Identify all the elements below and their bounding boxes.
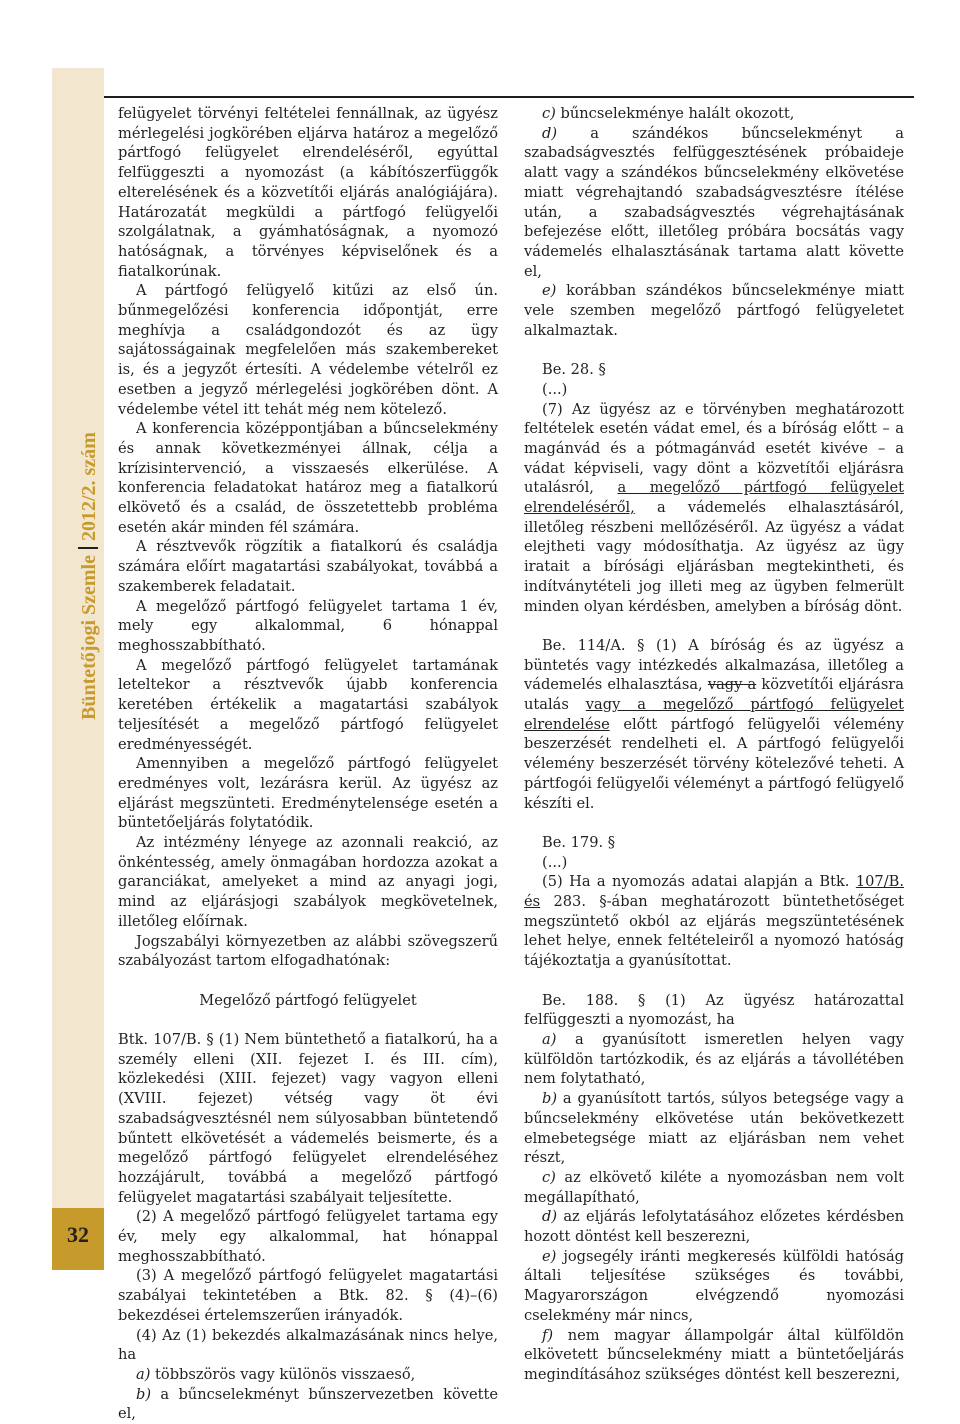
paragraph xyxy=(524,872,904,971)
item-label: d) xyxy=(542,1208,558,1226)
paragraph: (2) A megelőző pártfogó felügyelet tartama egy év, mely egy alkalommal, hat hónappal meghosszabbítható. xyxy=(118,1208,498,1265)
page-number-box xyxy=(52,1208,104,1270)
item-text: a gyanúsított ismeretlen helyen vagy külföldön tartózkodik, és az eljárás a távollétében nem folytatható, xyxy=(524,1030,904,1088)
text-run: (5) Ha a nyomozás adatai alapján a Btk. xyxy=(542,873,856,891)
paragraph: Az intézmény lényege az azonnali reakció, az önkéntesség, amely önmagában hordozza azokat a garanciákat, amelyeket a mind az anyagi jogi, mind az eljárásjogi szabályok megkövetelnek, illetőleg előírnak. xyxy=(118,834,498,930)
item-text: bűncselekménye halált okozott, xyxy=(555,105,795,122)
paragraph: Jogszabályi környezetben az alábbi szövegszerű szabályozást tartom elfogadhatónak: xyxy=(118,932,498,970)
list-item xyxy=(524,1247,904,1326)
list-item xyxy=(524,1030,904,1089)
paragraph: (3) A megelőző pártfogó felügyelet magatartási szabályai tekintetében a Btk. 82. § (4)–(6) bekezdései értelemszerűen irányadók. xyxy=(118,1267,498,1324)
paragraph: A konferencia középpontjában a bűncselekmény és annak következményei állnak, célja a krízisintervenció, a visszaesés elkerülése. A konferencia feladatokat határoz meg a fiatalkorú elkövető és a család, de összetettebb probléma esetén akár minden fél számára. xyxy=(118,420,498,536)
text-run: a vádemelés elhalasztásáról, illetőleg részbeni mellőzéséről. Az ügyész a vádat elejtheti vagy módosíthatja. Az ügyész az ügy iratait a bírósági eljárásban megtekintheti, és indítványtételi jog illeti meg az ügyben felmerült minden olyan kérdésben, amelyben a bíróság dönt. xyxy=(524,499,904,615)
list-item xyxy=(524,281,904,340)
item-text: jogsegély iránti megkeresés külföldi hatóság általi teljesítése szükséges és további, Magyarországon elvégzendő nyomozási cselekmény már nincs, xyxy=(524,1247,904,1324)
paragraph: felügyelet törvényi feltételei fennállnak, az ügyész mérlegelési jogkörében eljárva határoz a megelőző pártfogó felügyelet elrendeléséről, egyúttal felfüggeszti a nyomozást (a kábítószerfüggők elterelésének és a közvetítői eljárás analógiájára). Határozatát megküldi a pártfogó felügyelői szolgálatnak, a gyámhatóságnak, a nyomozó hatóságnak, a törvényes képviselőnek és a fiatalkorúnak. xyxy=(118,105,498,280)
paragraph xyxy=(524,400,904,617)
item-text: korábban szándékos bűncselekménye miatt vele szemben megelőző pártfogó felügyeletet alkalmaztak. xyxy=(524,282,904,339)
title-separator xyxy=(78,547,98,549)
text-run: Be. 114/A. § (1) A bíróság és az ügyész a büntetés vagy intézkedés alkalmazása, illetőleg a vádemelés elhalasztása, xyxy=(524,636,904,694)
section-heading: Be. 28. § xyxy=(542,361,606,379)
underlined-text: vagy a megelőző pártfogó felügyelet elrendelése xyxy=(524,696,904,733)
ellipsis: (...) xyxy=(542,380,568,398)
text-run: közvetítői eljárásra utalás xyxy=(524,676,904,714)
item-text: a gyanúsított tartós, súlyos betegsége vagy a bűncselekmény elkövetése után bekövetkezett elmebetegsége miatt az eljárásban nem vehet részt, xyxy=(524,1090,904,1167)
item-text: az elkövető kiléte a nyomozásban nem volt megállapítható, xyxy=(524,1168,904,1206)
item-label: c) xyxy=(542,105,556,122)
item-text: többszörös vagy különös visszaeső, xyxy=(150,1365,416,1383)
item-text: nem magyar állampolgár által külföldön elkövetett bűncselekmény miatt a büntetőeljárás megindításához szükséges döntést kell beszerezni, xyxy=(524,1326,904,1383)
struck-text: vagy a xyxy=(707,676,757,694)
list-item xyxy=(524,1089,904,1168)
list-item xyxy=(524,104,904,124)
item-text: az eljárás lefolytatásához előzetes kérdésben hozott döntést kell beszerezni, xyxy=(524,1208,904,1246)
list-item xyxy=(524,1207,904,1246)
list-item xyxy=(524,1168,904,1207)
paragraph: A pártfogó felügyelő kitűzi az első ún. bűnmegelőzési konferencia időpontját, erre meghívja a családgondozót és az ügy sajátosságainak megfelelően más szakembereket is, és a jegyzőt értesíti. A védelembe vételről ez esetben a jegyző mérlegelési jogkörében dönt. A védelembe vétel itt tehát még nem kötelező. xyxy=(118,282,498,418)
paragraph: A résztvevők rögzítik a fiatalkorú és családja számára előírt magatartási szabályokat, továbbá a szakemberek feladatait. xyxy=(118,538,498,595)
section-heading: Megelőző pártfogó felügyelet xyxy=(199,991,417,1009)
item-text: a bűncselekményt bűnszervezetben követte el, xyxy=(118,1385,498,1423)
item-label: b) xyxy=(542,1090,558,1108)
text-run: előtt pártfogó felügyelői vélemény beszerzését rendelheti el. A pártfogó felügyelői vélemény beszerzését törvény kötelezővé teheti. A pártfogói felügyelői véleményt a pártfogó felügyelő készíti el. xyxy=(524,715,904,812)
item-label: a) xyxy=(542,1030,557,1048)
text-run: (7) Az ügyész az e törvényben meghatározott feltételek esetén vádat emel, és a bíróság előtt – a magánvád és a pótmagánvád esetét kivéve – a vádat képviseli, vagy dönt a közvetítői eljárásra utalásról, xyxy=(524,400,904,497)
paragraph: Btk. 107/B. § (1) Nem büntethető a fiatalkorú, ha a személy elleni (XII. fejezet I. és III. cím), közlekedési (XIII. fejezet) vagy vagyon elleni (XVIII. fejezet) vétség vagy öt évi szabadságvesztésnél nem súlyosabban büntetendő bűntett elkövetését a vádemelés beismerte, és a megelőző pártfogó felügyelet elrendeléséhez hozzájárult, továbbá a megelőző pártfogó felügyelet magatartási szabályait teljesítette. xyxy=(118,1031,498,1206)
item-label: e) xyxy=(542,1247,557,1265)
item-label: e) xyxy=(542,282,557,300)
right-column xyxy=(524,104,904,1385)
paragraph: A megelőző pártfogó felügyelet tartama 1 év, mely egy alkalommal, 6 hónappal meghosszabbítható. xyxy=(118,597,498,654)
ellipsis: (...) xyxy=(542,853,568,871)
paragraph: Be. 188. § (1) Az ügyész határozattal felfüggeszti a nyomozást, ha xyxy=(524,991,904,1029)
page-number: 32 xyxy=(67,1222,89,1247)
paragraph: (4) Az (1) bekezdés alkalmazásának nincs helye, ha xyxy=(118,1326,498,1364)
left-column xyxy=(118,104,498,1424)
paragraph: Amennyiben a megelőző pártfogó felügyelet eredményes volt, lezárásra kerül. Az ügyész az eljárást megszünteti. Eredménytelensége esetén a büntetőeljárás folytatódik. xyxy=(118,755,498,832)
underlined-text: a megelőző pártfogó felügyelet elrendeléséről, xyxy=(524,479,905,517)
list-item xyxy=(118,1385,498,1424)
list-item xyxy=(524,124,904,282)
item-label: a) xyxy=(136,1365,151,1383)
text-run: 283. §-ában meghatározott büntethetőséget megszüntető okból az eljárás megszüntetésének lehet helye, ennek feltételeiről a nyomozó hatóság tájékoztatja a gyanúsítottat. xyxy=(524,893,904,970)
header-rule xyxy=(104,96,914,98)
item-label: d) xyxy=(542,124,558,142)
journal-title-vertical xyxy=(78,432,101,720)
section-heading: Be. 179. § xyxy=(542,833,616,851)
item-label: c) xyxy=(542,1168,556,1186)
issue-label: 2012/2. szám xyxy=(78,432,100,542)
list-item xyxy=(524,1326,904,1385)
item-text: a szándékos bűncselekményt a szabadságvesztés felfüggesztésének próbaideje alatt vagy a szándékos bűncselekmény elkövetése miatt végrehajtandó szabadságvesztésre ítélése után, a szabadságvesztés végrehajtásának befejezése előtt, illetőleg próbára bocsátás vagy vádemelés elhalasztásának tartama alatt követte el, xyxy=(524,124,904,280)
journal-name: Büntetőjogi Szemle xyxy=(78,555,100,720)
paragraph xyxy=(524,636,904,813)
underlined-text: 107/B. és xyxy=(524,873,904,911)
paragraph: A megelőző pártfogó felügyelet tartamának leteltekor a résztvevők újabb konferencia keretében értékelik a magatartási szabályok teljesítését a megelőző pártfogó felügyelet eredményességét. xyxy=(118,656,498,753)
item-label: f) xyxy=(542,1326,554,1344)
item-label: b) xyxy=(136,1385,152,1403)
list-item xyxy=(118,1365,498,1385)
